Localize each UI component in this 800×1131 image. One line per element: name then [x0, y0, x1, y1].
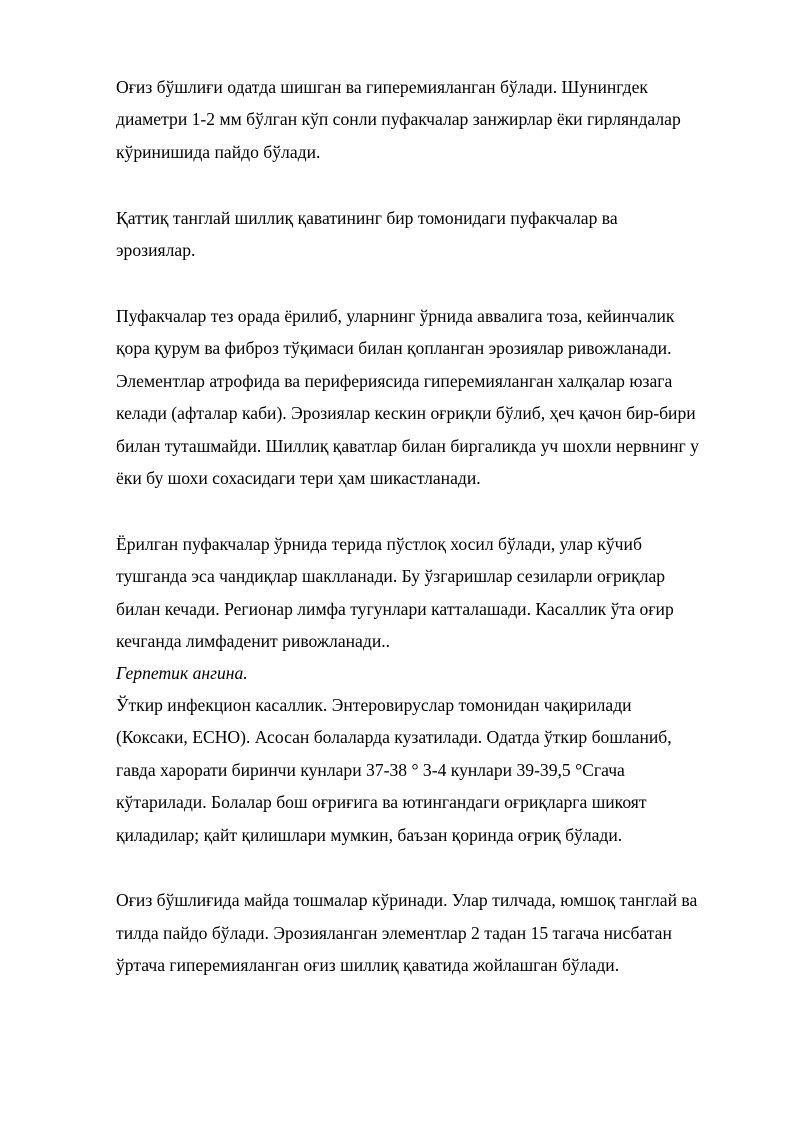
text-line: диаметри 1-2 мм бўлган кўп сонли пуфакчалар занжирлар ёки гирляндалар — [116, 109, 681, 129]
text-line: кўринишида пайдо бўлади. — [116, 142, 321, 162]
text-line: Ўткир инфекцион касаллик. Энтеровируслар томонидан чақирилади — [116, 695, 632, 715]
text-line: Пуфакчалар тез орада ёрилиб, уларнинг ўрнида аввалига тоза, кейинчалик — [116, 306, 675, 326]
text-line: ёки бу шохи сохасидаги тери ҳам шикастланади. — [116, 468, 481, 488]
text-line: Қаттиқ танглай шиллиқ қаватининг бир томонидаги пуфакчалар ва — [116, 208, 618, 228]
text-line: Оғиз бўшлиғи одатда шишган ва гиперемияланган бўлади. Шунингдек — [116, 77, 648, 97]
text-line: кечганда лимфаденит ривожланади.. — [116, 631, 391, 651]
text-line: келади (афталар каби). Эрозиялар кескин оғриқли бўлиб, ҳеч қачон бир-бири — [116, 403, 696, 423]
text-line: қора қурум ва фиброз тўқимаси билан қопланган эрозиялар ривожланади. — [116, 338, 672, 358]
text-line: Ёрилган пуфакчалар ўрнида терида пўстлоқ хосил бўлади, улар кўчиб — [116, 534, 642, 554]
text-line: ўртача гиперемияланган оғиз шиллиқ қаватида жойлашган бўлади. — [116, 955, 620, 975]
text-line: билан кечади. Регионар лимфа тугунлари катталашади. Касаллик ўта оғир — [116, 599, 674, 619]
text-line: кўтарилади. Болалар бош оғриғига ва ютингандаги оғриқларга шикоят — [116, 792, 647, 812]
section-heading: Герпетик ангина. — [116, 663, 248, 683]
text-line: қиладилар; қайт қилишлари мумкин, баъзан қоринда оғриқ бўлади. — [116, 825, 623, 845]
text-line: эрозиялар. — [116, 240, 196, 260]
text-line: билан туташмайди. Шиллиқ қаватлар билан биргаликда уч шохли нервнинг у — [116, 436, 699, 456]
text-line: Элементлар атрофида ва периферияcида гиперемияланган халқалар юзага — [116, 371, 673, 391]
text-line: Оғиз бўшлиғида майда тошмалар кўринади. Улар тилчада, юмшоқ танглай ва — [116, 890, 698, 910]
text-line: тилда пайдо бўлади. Эрозияланган элементлар 2 тадан 15 тагача нисбатан — [116, 923, 672, 943]
text-line: гавда харорати биринчи кунлари 37-38 ° 3-4 кунлари 39-39,5 °Сгача — [116, 760, 625, 780]
text-line: (Коксаки, ЕСНО). Асосан болаларда кузатилади. Одатда ўткир бошланиб, — [116, 727, 672, 747]
text-line: тушганда эса чандиқлар шаклланади. Бу ўзгаришлар сезиларли оғриқлар — [116, 566, 666, 586]
